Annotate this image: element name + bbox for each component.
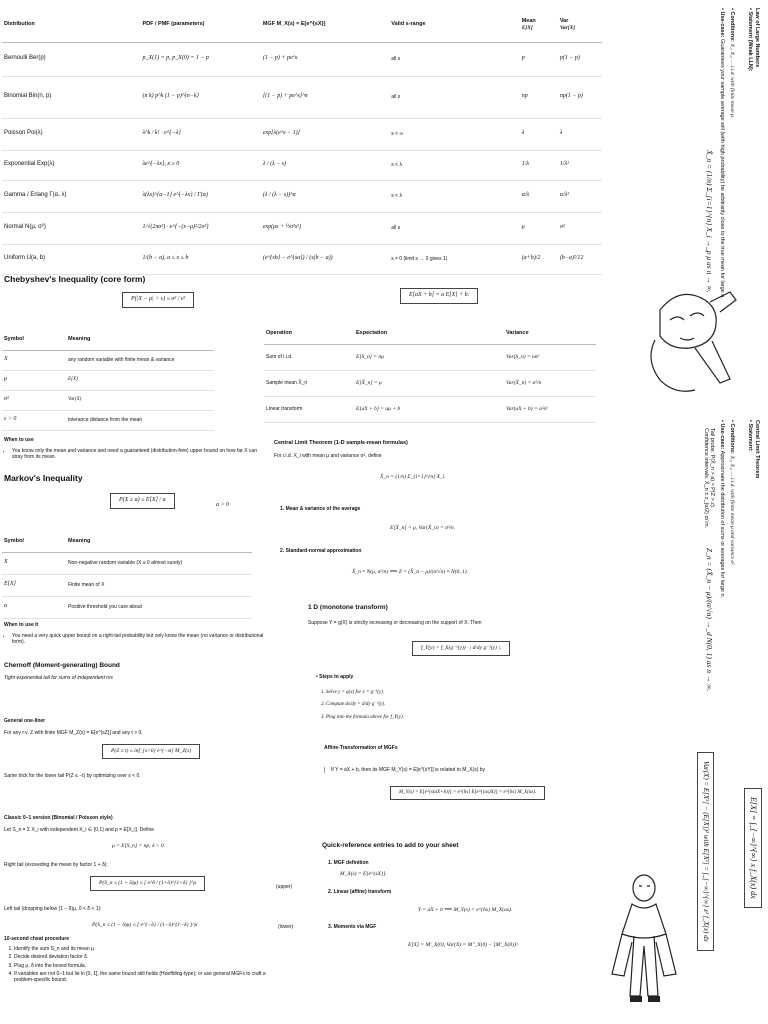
- symbol-cell: X: [2, 552, 66, 574]
- clt-bullet: Tail probs: P(X̄_n > a) ≈ P(Z > z).: [709, 428, 716, 509]
- chebyshev-formula-wrap: [122, 292, 194, 308]
- transform-step: 3. Plug into the formula above for f_Y(y).: [326, 715, 576, 721]
- transform-formula-wrap: [412, 641, 510, 656]
- chernoff-lower-label: (lower): [278, 924, 294, 930]
- chernoff-recipe-title: 10-second cheat procedure: [4, 936, 70, 942]
- variance-formula: Var(X) = E[X²] − (E[X])² with E[X²] = ∫_{−∞}^{∞} x² f_X(x) dx: [697, 752, 714, 951]
- quickref-title: Quick-reference entries to add to your sheet: [322, 842, 459, 849]
- markov-symbol-header: Symbol: [2, 532, 66, 552]
- clt-box-title: Central Limit Theorem (1-D sample-mean formulas): [274, 440, 408, 446]
- ops-header-op: Operation: [264, 324, 354, 344]
- chernoff-general-formula: P(Z ≥ t) ≤ inf_{s>0} e^{−st} M_Z(s): [102, 744, 200, 759]
- clt-box-intro: For i.i.d. X_i with mean μ and variance σ², define: [274, 453, 382, 459]
- chernoff-general-text: For any r.v. Z with finite MGF M_Z(s) = E[e^{sZ}] and any t > 0,: [4, 730, 143, 736]
- chernoff-upper-label: (upper): [276, 884, 293, 890]
- chebyshev-formula: P(|X − μ| > ε) ≤ σ² / ε²: [122, 292, 194, 308]
- symbol-cell: E[X]: [2, 574, 66, 596]
- ops-cell: Sample mean X̄_n: [264, 370, 354, 396]
- chernoff-upper-formula-wrap: [90, 876, 205, 891]
- markov-meaning-header: Meaning: [66, 532, 252, 552]
- recipe-step: 3. Plug μ, δ into the boxed formula.: [14, 963, 272, 969]
- sketch-illustration-top: [640, 280, 740, 400]
- clt-box-def: X̄_n = (1/n) Σ_{i=1}^{n} X_i.: [380, 474, 446, 480]
- clt-title: Central Limit Theorem: [754, 420, 760, 479]
- transform-step: 1. Solve y = g(x) for x = g⁻¹(y).: [326, 690, 576, 696]
- transform-intro: Suppose Y = g(X) is strictly increasing or decreasing on the support of X. Then: [308, 620, 482, 626]
- chernoff-classic-text: Let S_n = Σ X_i with independent X_i ∈ {0,1} and p = E[X_i]. Define: [4, 827, 155, 833]
- header-pdf: PDF / PMF (parameters): [140, 8, 260, 42]
- chernoff-general-formula-wrap: [102, 744, 200, 759]
- recipe-step: 1. Identify the sum S_n and its mean μ.: [14, 946, 272, 952]
- chernoff-recipe-list: [4, 946, 272, 985]
- chernoff-lower-formula: P(S_n ≤ (1 − δ)μ) ≤ [ e^{−δ} / (1−δ)^{1−δ} ]^μ: [92, 922, 198, 928]
- quickref-item-title: 3. Moments via MGF: [328, 924, 377, 930]
- ops-cell: Var(aX + b) = a²σ²: [504, 396, 596, 422]
- expectation-formula: E[X] = ∫_{−∞}^{∞} x f_X(x) dx: [744, 788, 762, 908]
- transform-steps-list: [316, 690, 576, 723]
- ops-header-exp: Expectation: [354, 324, 504, 344]
- transform-title: 1 D (monotone transform): [308, 604, 388, 611]
- markov-when-title: When to use it: [4, 622, 39, 628]
- dist-row-bernoulli: Bernoulli Ber(p) p_X(1) = p, p_X(0) = 1 − p (1 − p) + pe^s all s p p(1 − p): [2, 42, 602, 76]
- quickref-item-formula: M_X(s) = E[e^{sX}].: [340, 871, 387, 877]
- quickref-item-title: 2. Linear (affine) transform: [328, 889, 392, 895]
- markov-when-list: [4, 633, 272, 647]
- lln-formula: X̄_n = (1/n) Σ_{i=1}^{n} X_i →_p μ as n → ∞.: [705, 150, 714, 293]
- dist-row-poisson: Poisson Poi(λ) λ^k / k! · e^{−λ} exp[λ(e^s − 1)] s < ∞ λ λ: [2, 118, 602, 150]
- clt-usecase: • Use-case: Approximate the distribution of sums or averages for large n.: [719, 420, 726, 599]
- header-var: Var Var[X]: [558, 8, 602, 42]
- chebyshev-symbol-header: Symbol: [2, 330, 66, 350]
- lln-statement: • Statement (Weak LLN):: [747, 8, 754, 72]
- header-mgf: MGF M_X(s) = E[e^{sX}]: [261, 8, 389, 42]
- clt-formula: Z_n = (X̄_n − μ)/(σ/√n) →_d N(0, 1) as n → ∞.: [705, 548, 714, 692]
- markov-title: Markov's Inequality: [4, 473, 83, 483]
- affine-formula-wrap: [390, 786, 545, 800]
- affine-title: Affine-Transformation of MGFs: [324, 745, 398, 751]
- distribution-table: [2, 8, 602, 275]
- lln-usecase: • Use-case: Guarantees your sample average will (with high probability) be arbitrarily close to the true mean for large n.: [719, 8, 726, 299]
- chebyshev-when-title: When to use: [4, 437, 34, 443]
- chebyshev-when-item: • You know only the mean and variance and need a guaranteed (distribution-free) upper bound on how far X can stray from its mean.: [12, 448, 262, 461]
- clt-bullet: Confidence intervals: X̄_n ± z_{α/2} σ/√n.: [702, 428, 709, 529]
- markov-formula-wrap: [110, 493, 175, 509]
- header-distribution: Distribution: [2, 8, 140, 42]
- quickref-item-title: 1. MGF definition: [328, 860, 369, 866]
- affine-text: If Y = aX + b, then its MGF M_Y(s) = E[e^{sY}] is related to M_X(s) by: [324, 767, 593, 773]
- chebyshev-symbol-table: [2, 330, 214, 431]
- header-mean: Mean E[X]: [520, 8, 558, 42]
- symbol-cell: σ²: [2, 390, 66, 410]
- ops-cell: E[S_n] = nμ: [354, 344, 504, 370]
- ops-cell: Sum of i.i.d.: [264, 344, 354, 370]
- symbol-cell: ε > 0: [2, 410, 66, 430]
- meaning-cell: tolerance distance from the mean: [66, 410, 214, 430]
- chebyshev-meaning-header: Meaning: [66, 330, 214, 350]
- clt-box-item2-formula: X̄_n ≈ N(μ, σ²/n) ⟺ Z = (X̄_n − μ)/(σ/√n) ≈ N(0, 1).: [352, 569, 468, 575]
- chernoff-general-title: General one-liner: [4, 718, 46, 724]
- operations-table: [264, 324, 596, 423]
- dist-row-binomial: Binomial Bin(n, p) (n k) p^k (1 − p)^{n−k} [(1 − p) + pe^s]^n all s np np(1 − p): [2, 76, 602, 118]
- recipe-step: 2. Decide desired deviation factor δ.: [14, 954, 272, 960]
- meaning-cell: Var(X): [66, 390, 214, 410]
- markov-symbol-table: [2, 532, 252, 619]
- chernoff-upper-formula: P(S_n ≥ (1 + δ)μ) ≤ [ e^δ / (1+δ)^{1+δ} ]^μ: [90, 876, 205, 891]
- meaning-cell: Non-negative random variable (X ≥ 0 almost surely): [66, 552, 252, 574]
- transform-formula: f_Y(y) = f_X(g⁻¹(y)) · | d/dy g⁻¹(y) |.: [412, 641, 510, 656]
- meaning-cell: Finite mean of X: [66, 574, 252, 596]
- dist-row-uniform: Uniform U(a, b) 1/(b − a), a ≤ x ≤ b (e^{sb} − e^{sa}) / (s(b − a)) s ≠ 0 (limit s → 0 gives 1) (a+b)/2 (b−a)²/12: [2, 244, 602, 274]
- chebyshev-when-list: [4, 448, 262, 462]
- markov-condition: a > 0: [216, 502, 230, 508]
- chernoff-classic-title: Classic 0–1 version (Binomial / Poisson style): [4, 815, 113, 821]
- header-range: Valid s-range: [389, 8, 519, 42]
- sketch-illustration-bottom: [604, 870, 684, 1010]
- chernoff-classic-def: μ = E[S_n] = np, δ > 0.: [112, 843, 165, 849]
- linearity-formula: E[aX + b] = a E[X] + b.: [400, 288, 478, 304]
- lln-conditions: • Conditions: X₁, X₂, … i.i.d. with finite mean μ.: [729, 8, 736, 119]
- chernoff-lower-note: Same trick for the lower tail P(Z ≤ −t) by optimizing over s < 0.: [4, 773, 141, 779]
- chernoff-subtitle: Tight exponential tail for sums of independent rvs: [4, 675, 113, 681]
- symbol-cell: X: [2, 350, 66, 370]
- chernoff-right-text: Right tail (exceeding the mean by factor 1 + δ):: [4, 862, 108, 868]
- chernoff-title: Chernoff (Moment-generating) Bound: [4, 662, 120, 669]
- clt-box-item1-formula: E[X̄_n] = μ, Var(X̄_n) = σ²/n.: [390, 525, 456, 531]
- ops-cell: Var(X̄_n) = σ²/n: [504, 370, 596, 396]
- variance-box: [697, 752, 714, 951]
- affine-formula: M_Y(s) = E[e^{s(aX+b)}] = e^{bs} E[e^{(as)X}] = e^{bs} M_X(as).: [390, 786, 545, 800]
- symbol-cell: a: [2, 596, 66, 618]
- recipe-step: 4. If variables are not 0–1 but lie in [0, 1], the same bound still holds (Hoeffding-type); or use general MGFs to craft a problem-specific bound.: [14, 971, 272, 984]
- chebyshev-title: Chebyshev's Inequality (core form): [4, 274, 146, 284]
- clt-box-item2-title: 2. Standard-normal approximation: [280, 548, 362, 554]
- transform-steps-title: • Steps to apply: [316, 674, 354, 680]
- markov-when-item: • You need a very quick upper bound on a right-tail probability but only know the mean (no variance or distributional form).: [12, 633, 272, 646]
- quickref-item-formula: E[X] = M′_X(0), Var(X) = M″_X(0) − [M′_X(0)]².: [408, 942, 520, 948]
- transform-step: 2. Compute dx/dy = d/dy g⁻¹(y).: [326, 702, 576, 708]
- clt-statement: • Statement:: [747, 420, 754, 452]
- markov-formula: P(X ≥ a) ≤ E[X] / a: [110, 493, 175, 509]
- meaning-cell: any random variable with finite mean & variance: [66, 350, 214, 370]
- linearity-formula-wrap: [400, 288, 478, 304]
- dist-row-exponential: Exponential Exp(λ) λe^{−λx}, x ≥ 0 λ / (λ − s) s < λ 1/λ 1/λ²: [2, 150, 602, 180]
- ops-cell: Var(S_n) = nσ²: [504, 344, 596, 370]
- quickref-item-formula: Y = aX + b ⟹ M_Y(s) = e^{bs} M_X(as).: [418, 907, 513, 913]
- meaning-cell: Positive threshold you care about: [66, 596, 252, 618]
- dist-row-gamma: Gamma / Erlang Γ(α, λ) λ(λx)^{α−1} e^{−λx} / Γ(α) (λ / (λ − s))^α s < λ α/λ α/λ²: [2, 180, 602, 212]
- lln-title: Law of Large Numbers: [754, 8, 760, 68]
- dist-row-normal: Normal N(μ, σ²) 1/√(2πσ²) · e^{−(x−μ)²/2σ²} exp(μs + ½σ²s²) all s μ σ²: [2, 212, 602, 244]
- clt-conditions: • Conditions: X₁, X₂, … i.i.d. with finite mean μ and variance σ².: [729, 420, 736, 567]
- symbol-cell: μ: [2, 370, 66, 390]
- meaning-cell: E[X]: [66, 370, 214, 390]
- expectation-box: [744, 788, 762, 908]
- clt-box-item1-title: 1. Mean & variance of the average: [280, 506, 361, 512]
- ops-cell: Linear transform: [264, 396, 354, 422]
- ops-header-var: Variance: [504, 324, 596, 344]
- ops-cell: E[aX + b] = aμ + b: [354, 396, 504, 422]
- ops-cell: E[X̄_n] = μ: [354, 370, 504, 396]
- chernoff-left-text: Left tail (dropping below (1 − δ)μ, 0 < δ < 1):: [4, 906, 102, 912]
